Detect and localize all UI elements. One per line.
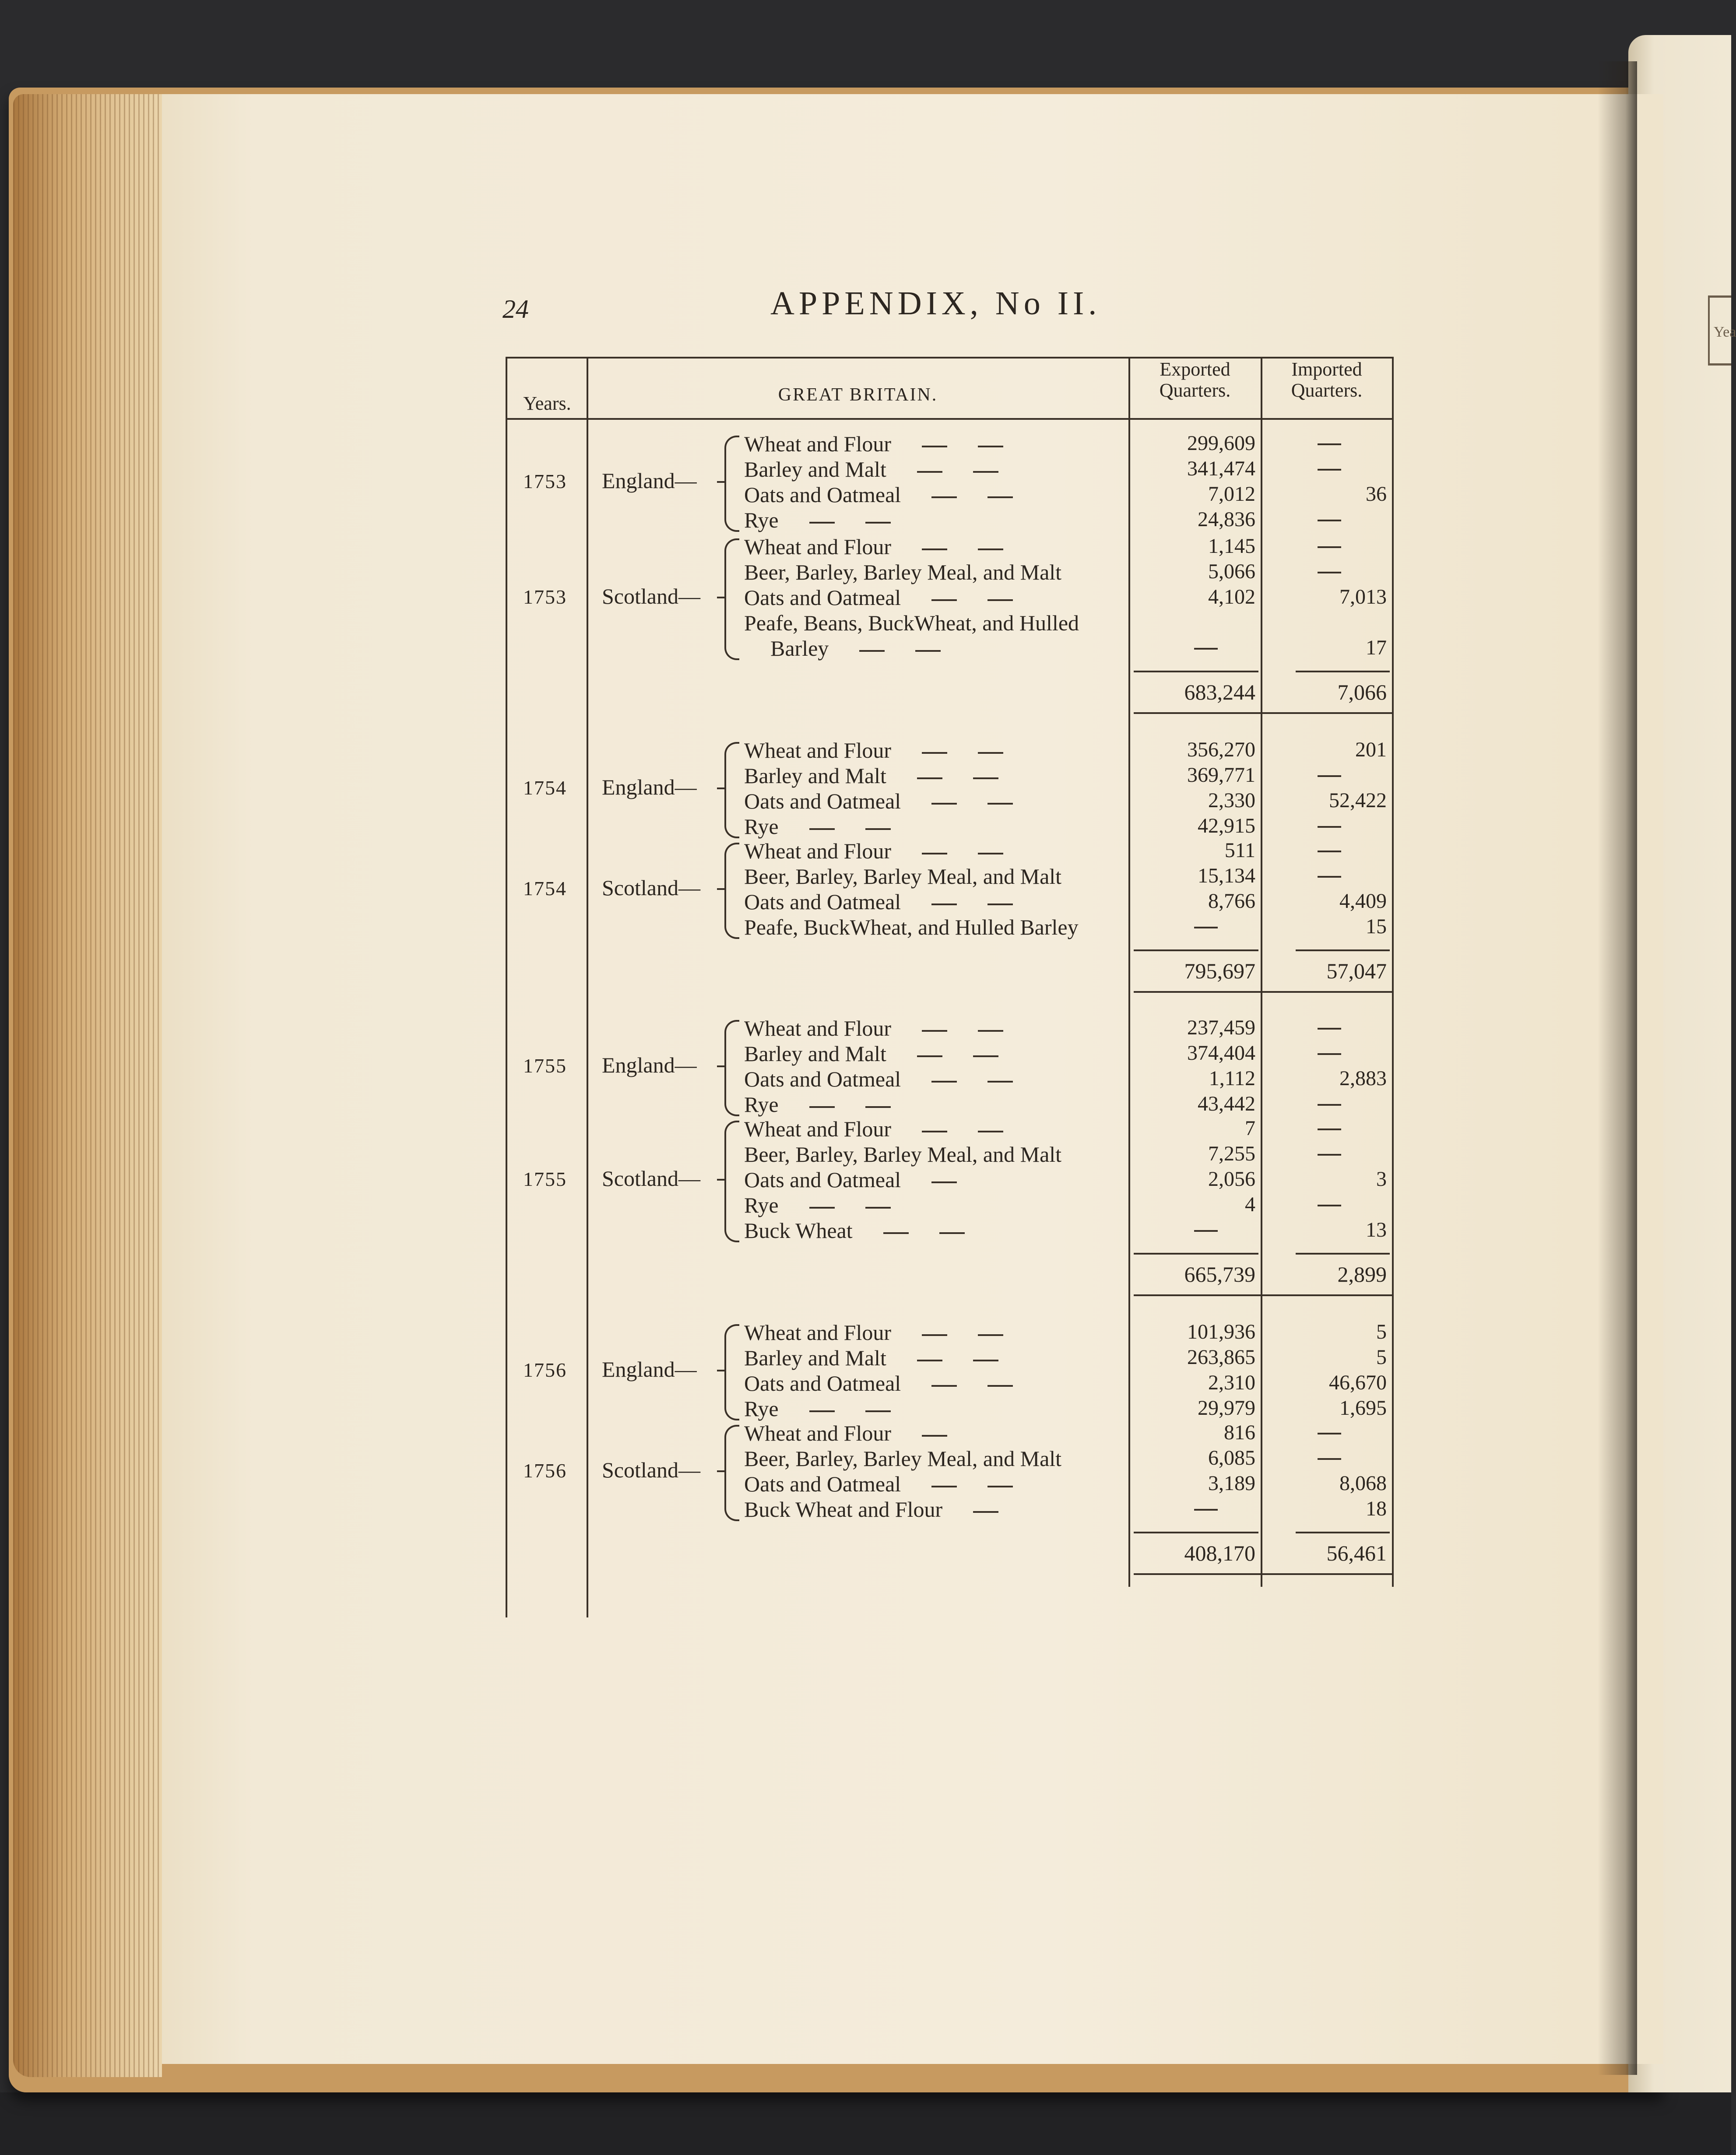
brace <box>724 1020 739 1116</box>
item-label: Oats and Oatmeal <box>744 789 901 813</box>
item-label: Oats and Oatmeal <box>744 585 901 610</box>
leader-dash <box>917 471 942 473</box>
exported-value: 29,979 <box>1198 1396 1255 1420</box>
table-row-item <box>744 1092 891 1117</box>
item-label: Buck Wheat <box>744 1218 853 1243</box>
item-label: Rye <box>744 508 779 532</box>
leader-dash <box>987 803 1013 805</box>
leader-dash <box>922 1131 947 1132</box>
imported-dash <box>1318 1154 1341 1156</box>
table-row-item <box>744 1446 1061 1471</box>
leader-dash <box>922 752 947 754</box>
item-label: Barley <box>770 636 829 661</box>
exported-value: 374,404 <box>1187 1041 1255 1065</box>
header-exported-line2: Quarters. <box>1159 380 1231 401</box>
item-label: Barley and Malt <box>744 1041 886 1066</box>
exported-value: 24,836 <box>1198 508 1255 531</box>
total-imported: 57,047 <box>1326 959 1387 983</box>
exported-value: 15,134 <box>1198 864 1255 887</box>
exported-value: 4 <box>1245 1193 1255 1216</box>
leader-dash <box>809 1207 835 1209</box>
imported-value: 52,422 <box>1329 789 1387 812</box>
table-row-item <box>744 738 1003 763</box>
leader-dash <box>973 1511 998 1513</box>
exported-dash <box>1194 1230 1218 1232</box>
year-label: 1754 <box>523 877 567 900</box>
table-vline-years <box>587 357 588 1617</box>
header-bottom-rule <box>506 418 1392 420</box>
total-imported: 7,066 <box>1337 680 1387 704</box>
brace <box>724 1121 739 1242</box>
item-label: Barley and Malt <box>744 1346 886 1370</box>
year-label: 1756 <box>523 1359 567 1381</box>
imported-value: 46,670 <box>1329 1371 1387 1394</box>
table-row-item <box>744 431 1003 457</box>
leader-dash <box>922 548 947 550</box>
leader-dash <box>931 496 957 498</box>
leader-dash <box>978 1131 1003 1132</box>
table-row-item <box>744 1142 1061 1167</box>
item-label: Oats and Oatmeal <box>744 1371 901 1396</box>
leader-dash <box>978 1030 1003 1032</box>
facing-page-rule <box>1709 363 1731 366</box>
leader-dash <box>931 599 957 601</box>
brace-tip <box>717 1370 725 1371</box>
table-row-item <box>744 1192 891 1218</box>
leader-dash <box>865 828 891 830</box>
exported-value: 2,330 <box>1208 789 1255 812</box>
imported-value: 8,068 <box>1339 1472 1387 1495</box>
item-label: Wheat and Flour <box>744 1016 892 1041</box>
imported-dash <box>1318 1028 1341 1030</box>
year-label: 1754 <box>523 777 567 799</box>
imported-dash <box>1318 1205 1341 1206</box>
leader-dash <box>859 650 885 652</box>
leader-dash <box>865 1207 891 1209</box>
year-label: 1755 <box>523 1168 567 1190</box>
exported-value: 6,085 <box>1208 1446 1255 1469</box>
table-row-item <box>744 1116 1003 1142</box>
table-row-item <box>744 1497 998 1522</box>
leader-dash <box>922 1334 947 1336</box>
leader-dash <box>987 903 1013 905</box>
exported-value: 816 <box>1224 1421 1255 1444</box>
year-label: 1755 <box>523 1055 567 1077</box>
imported-dash <box>1318 826 1341 828</box>
imported-value: 17 <box>1366 636 1387 659</box>
leader-dash <box>978 853 1003 854</box>
exported-dash <box>1194 1509 1218 1511</box>
exported-value: 1,145 <box>1208 534 1255 558</box>
table-vline-left <box>506 357 507 1617</box>
leader-dash <box>931 903 957 905</box>
table-row-item <box>744 788 1013 814</box>
table-row-item <box>744 914 1079 940</box>
year-label: 1756 <box>523 1459 567 1482</box>
exported-value: 5,066 <box>1208 560 1255 583</box>
item-label: Wheat and Flour <box>744 1117 892 1141</box>
exported-value: 299,609 <box>1187 432 1255 455</box>
brace-tip <box>717 1179 725 1181</box>
table-row-item <box>744 1396 891 1421</box>
total-imported: 2,899 <box>1337 1262 1387 1287</box>
exported-value: 2,310 <box>1208 1371 1255 1394</box>
spine-shadow <box>1598 61 1637 2075</box>
leader-dash <box>987 1385 1013 1387</box>
leader-dash <box>987 599 1013 601</box>
leader-dash <box>978 752 1003 754</box>
total-rule-imported <box>1296 1532 1390 1533</box>
leader-dash <box>809 1106 835 1108</box>
brace <box>724 742 739 838</box>
item-label: Rye <box>744 1092 779 1117</box>
exported-value: 3,189 <box>1208 1472 1255 1495</box>
total-rule-exported <box>1134 671 1258 672</box>
exported-value: 1,112 <box>1209 1067 1255 1090</box>
table-row-item <box>744 585 1013 610</box>
imported-dash <box>1318 1104 1341 1106</box>
header-exported-line1: Exported <box>1160 359 1230 380</box>
total-rule-imported <box>1296 671 1390 672</box>
total-rule-exported <box>1134 1253 1258 1255</box>
leader-dash <box>917 777 942 779</box>
leader-dash <box>809 522 835 524</box>
imported-dash <box>1318 1128 1341 1130</box>
item-label: Wheat and Flour <box>744 738 892 763</box>
page-number: 24 <box>503 295 529 323</box>
item-label: Oats and Oatmeal <box>744 482 901 507</box>
table-row-item <box>744 864 1061 889</box>
item-label: Oats and Oatmeal <box>744 1067 901 1091</box>
imported-dash <box>1318 876 1341 878</box>
imported-dash <box>1318 1053 1341 1055</box>
imported-value: 18 <box>1366 1497 1387 1520</box>
leader-dash <box>922 446 947 447</box>
leader-dash <box>987 1081 1013 1083</box>
item-label: Beer, Barley, Barley Meal, and Malt <box>744 560 1062 584</box>
leader-dash <box>987 496 1013 498</box>
leader-dash <box>973 471 998 473</box>
table-top-rule <box>506 357 1392 359</box>
item-label: Barley and Malt <box>744 763 886 788</box>
total-bottom-rule <box>1134 712 1392 714</box>
leader-dash <box>915 650 941 652</box>
page-title: APPENDIX, No II. <box>770 285 1101 322</box>
leader-dash <box>973 1360 998 1361</box>
facing-page-rule <box>1708 295 1710 366</box>
table-row-item <box>744 1016 1003 1041</box>
leader-dash <box>931 1486 957 1487</box>
brace-tip <box>717 787 725 789</box>
imported-dash <box>1318 469 1341 471</box>
imported-dash <box>1318 1458 1341 1460</box>
facing-page-fragment: Yea <box>1714 324 1736 340</box>
leader-dash <box>809 1410 835 1412</box>
total-exported: 683,244 <box>1184 680 1255 704</box>
imported-dash <box>1318 775 1341 777</box>
header-imported <box>1262 359 1391 401</box>
brace <box>724 1324 739 1420</box>
total-exported: 408,170 <box>1184 1541 1255 1565</box>
item-label: Oats and Oatmeal <box>744 1472 901 1496</box>
imported-value: 1,695 <box>1339 1396 1387 1420</box>
leader-dash <box>931 803 957 805</box>
country-label: Scotland— <box>602 1458 700 1482</box>
table-row-item <box>744 1371 1013 1396</box>
table-row-item <box>744 507 891 533</box>
table-row-item <box>744 482 1013 507</box>
item-label: Wheat and Flour <box>744 534 892 559</box>
country-label: Scotland— <box>602 1166 700 1191</box>
leader-dash <box>917 1360 942 1361</box>
table-row-item <box>744 1167 957 1192</box>
exported-value: 7 <box>1245 1117 1255 1140</box>
leader-dash <box>939 1232 965 1234</box>
total-exported: 795,697 <box>1184 959 1255 983</box>
total-bottom-rule <box>1134 1573 1392 1575</box>
header-region: GREAT BRITAIN. <box>778 385 938 405</box>
table-row-item <box>744 1041 998 1066</box>
item-label: Peafe, BuckWheat, and Hulled Barley <box>744 915 1079 939</box>
brace <box>724 843 739 939</box>
imported-dash <box>1318 546 1341 548</box>
header-years: Years. <box>523 393 571 414</box>
leader-dash <box>978 446 1003 447</box>
table-row-item <box>744 1320 1003 1345</box>
exported-value: 8,766 <box>1208 889 1255 913</box>
leader-dash <box>809 828 835 830</box>
imported-value: 7,013 <box>1339 585 1387 608</box>
imported-value: 3 <box>1376 1167 1387 1191</box>
table-row-item <box>744 559 1061 585</box>
table-row-item <box>744 889 1013 914</box>
leader-dash <box>973 777 998 779</box>
table-row-item <box>744 838 1003 864</box>
exported-value: 7,012 <box>1208 482 1255 506</box>
leader-dash <box>865 522 891 524</box>
table-row-item <box>744 534 1003 559</box>
leader-dash <box>922 853 947 854</box>
imported-dash <box>1318 1433 1341 1434</box>
leader-dash <box>987 1486 1013 1487</box>
leader-dash <box>978 548 1003 550</box>
item-label: Oats and Oatmeal <box>744 889 901 914</box>
leader-dash <box>973 1055 998 1057</box>
total-rule-exported <box>1134 1532 1258 1533</box>
brace-tip <box>717 888 725 890</box>
item-label: Beer, Barley, Barley Meal, and Malt <box>744 1142 1062 1167</box>
country-label: England— <box>602 1053 697 1077</box>
brace <box>724 436 739 532</box>
item-label: Wheat and Flour <box>744 839 892 863</box>
year-label: 1753 <box>523 586 567 608</box>
page-fore-edge <box>13 94 162 2077</box>
total-rule-exported <box>1134 949 1258 951</box>
facing-page-rule <box>1709 295 1731 298</box>
table-row-item <box>744 1066 1013 1092</box>
exported-value: 511 <box>1224 839 1255 862</box>
item-label: Oats and Oatmeal <box>744 1167 901 1192</box>
leader-dash <box>865 1410 891 1412</box>
country-label: Scotland— <box>602 875 700 900</box>
brace <box>724 1425 739 1521</box>
table-row-item <box>744 1420 947 1446</box>
exported-dash <box>1194 927 1218 928</box>
item-label: Wheat and Flour <box>744 1320 892 1345</box>
table-row-item <box>744 457 998 482</box>
item-label: Wheat and Flour <box>744 432 892 456</box>
item-label: Wheat and Flour <box>744 1421 892 1445</box>
imported-value: 5 <box>1376 1346 1387 1369</box>
leader-dash <box>931 1181 957 1183</box>
table-row-item <box>744 1471 1013 1497</box>
item-label: Buck Wheat and Flour <box>744 1497 943 1522</box>
imported-value: 2,883 <box>1339 1067 1387 1090</box>
imported-value: 15 <box>1366 915 1387 938</box>
imported-dash <box>1318 443 1341 445</box>
total-imported: 56,461 <box>1326 1541 1387 1565</box>
imported-value: 201 <box>1355 738 1387 761</box>
table-row-item <box>744 1218 965 1243</box>
header-imported-line1: Imported <box>1291 359 1362 380</box>
total-rule-imported <box>1296 949 1390 951</box>
brace-tip <box>717 481 725 483</box>
exported-value: 43,442 <box>1198 1092 1255 1115</box>
item-label: Beer, Barley, Barley Meal, and Malt <box>744 864 1062 889</box>
item-label: Barley and Malt <box>744 457 886 482</box>
country-label: Scotland— <box>602 584 700 608</box>
imported-value: 13 <box>1366 1218 1387 1241</box>
leader-dash <box>931 1385 957 1387</box>
table-row-item <box>744 814 891 839</box>
exported-value: 237,459 <box>1187 1016 1255 1039</box>
exported-value: 263,865 <box>1187 1346 1255 1369</box>
leader-dash <box>917 1055 942 1057</box>
leader-dash <box>978 1334 1003 1336</box>
table-row-item <box>744 610 1079 636</box>
exported-value: 2,056 <box>1208 1167 1255 1191</box>
leader-dash <box>922 1435 947 1437</box>
exported-value: 356,270 <box>1187 738 1255 761</box>
header-imported-line2: Quarters. <box>1291 380 1363 401</box>
item-label: Beer, Barley, Barley Meal, and Malt <box>744 1446 1062 1471</box>
item-label: Rye <box>744 814 779 839</box>
year-label: 1753 <box>523 470 567 492</box>
total-bottom-rule <box>1134 1294 1392 1296</box>
leader-dash <box>883 1232 909 1234</box>
brace-tip <box>717 1065 725 1067</box>
table-vline-right <box>1392 357 1394 1587</box>
imported-value: 5 <box>1376 1320 1387 1343</box>
scan-backdrop <box>0 2092 1731 2155</box>
total-rule-imported <box>1296 1253 1390 1255</box>
country-label: England— <box>602 1357 697 1382</box>
imported-value: 4,409 <box>1339 889 1387 913</box>
leader-dash <box>922 1030 947 1032</box>
country-label: England— <box>602 775 697 799</box>
exported-dash <box>1194 648 1218 650</box>
table-row-item <box>744 1345 998 1371</box>
item-label: Peafe, Beans, BuckWheat, and Hulled <box>744 611 1079 635</box>
header-exported <box>1130 359 1260 401</box>
exported-value: 42,915 <box>1198 814 1255 837</box>
brace-tip <box>717 1470 725 1472</box>
imported-value: 36 <box>1366 482 1387 506</box>
leader-dash <box>931 1081 957 1083</box>
brace <box>724 538 739 660</box>
exported-value: 7,255 <box>1208 1142 1255 1165</box>
total-bottom-rule <box>1134 991 1392 993</box>
exported-value: 101,936 <box>1187 1320 1255 1343</box>
leader-dash <box>865 1106 891 1108</box>
exported-value: 4,102 <box>1208 585 1255 608</box>
total-exported: 665,739 <box>1184 1262 1255 1287</box>
exported-value: 369,771 <box>1187 763 1255 787</box>
imported-dash <box>1318 851 1341 852</box>
item-label: Rye <box>744 1193 779 1217</box>
exported-value: 341,474 <box>1187 457 1255 480</box>
brace-tip <box>717 597 725 598</box>
country-label: England— <box>602 468 697 493</box>
item-label: Rye <box>744 1396 779 1421</box>
imported-dash <box>1318 572 1341 573</box>
table-row-item <box>770 636 941 661</box>
table-row-item <box>744 763 998 788</box>
imported-dash <box>1318 520 1341 521</box>
